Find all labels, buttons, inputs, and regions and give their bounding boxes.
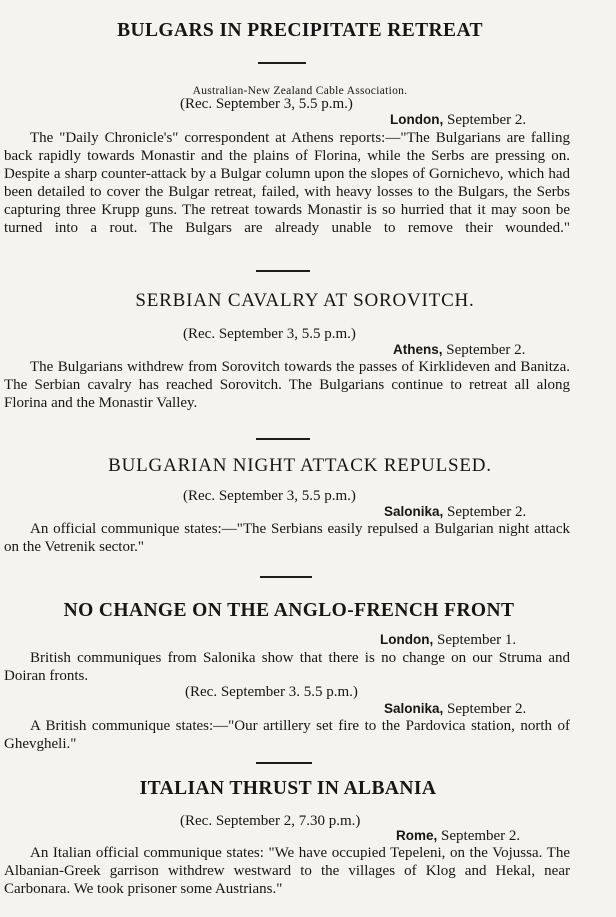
dateline-place: Salonika,	[384, 504, 444, 519]
received-time: (Rec. September 3, 5.5 p.m.)	[183, 488, 356, 504]
received-time: (Rec. September 2, 7.30 p.m.)	[180, 813, 361, 829]
dateline	[380, 632, 516, 649]
dateline-date: September 2.	[447, 504, 527, 520]
section-divider	[256, 438, 310, 440]
dateline	[384, 504, 526, 521]
dateline-place: Rome,	[396, 828, 438, 843]
dateline	[384, 701, 526, 718]
dateline-date: September 1.	[437, 632, 517, 648]
received-time: (Rec. September 3. 5.5 p.m.)	[185, 684, 358, 700]
headline-night-attack: BULGARIAN NIGHT ATTACK REPULSED.	[108, 455, 492, 476]
received-time: (Rec. September 3, 5.5 p.m.)	[183, 326, 356, 342]
cable-credit: Australian-New Zealand Cable Association.	[192, 85, 408, 97]
dateline-date: September 2.	[447, 701, 527, 717]
dateline-place: Salonika,	[384, 701, 444, 716]
dateline-place: London,	[380, 632, 434, 647]
headline-anglo-french: NO CHANGE ON THE ANGLO-FRENCH FRONT	[63, 600, 515, 621]
received-time: (Rec. September 3, 5.5 p.m.)	[180, 96, 353, 112]
article-body-night-attack: An official communique states:—"The Serbians easily repulsed a Bulgarian night attack on the Vetrenik sector."	[4, 521, 570, 555]
dateline-place: Athens,	[393, 342, 443, 357]
dateline-date: September 2.	[447, 112, 527, 128]
dateline	[396, 828, 520, 845]
article-body-cavalry: The Bulgarians withdrew from Sorovitch towards the passes of Kirklideven and Banitza. The Serbian cavalry has reached Sorovitch. The Bulgarians continue to retreat all along Florina and the Monastir Valley.	[4, 359, 570, 411]
section-divider	[256, 270, 310, 272]
headline-bulgars-retreat: BULGARS IN PRECIPITATE RETREAT	[117, 20, 483, 41]
dateline-place: London,	[390, 112, 444, 127]
article-body-bulgars: The "Daily Chronicle's" correspondent at Athens reports:—"The Bulgarians are falling back rapidly towards Monastir and the plains of Florina, while the Serbs are pressing on. Despite a sharp counter-attack by a Bulgar column upon the slopes of Gornichevo, which had been detailed to cover the Bulgar retreat, failed, with heavy losses to the Bulgars, the Serbs capturing three Krupp guns. The retreat towards Monastir is so hurried that it may soon be turned into a rout. The Bulgars are already unable to remove their wounded."	[4, 130, 570, 236]
article-body-pardovica: A British communique states:—"Our artillery set fire to the Pardovica station, north of Ghevgheli."	[4, 718, 570, 752]
article-body-anglo-french: British communiques from Salonika show that there is no change on our Struma and Doiran fronts.	[4, 650, 570, 684]
dateline	[393, 342, 525, 359]
dateline-date: September 2.	[446, 342, 526, 358]
headline-serbian-cavalry: SERBIAN CAVALRY AT SOROVITCH.	[135, 290, 475, 311]
dateline-date: September 2.	[441, 828, 521, 844]
dateline	[390, 112, 526, 129]
article-body-italian: An Italian official communique states: "We have occupied Tepeleni, on the Vojussa. The Albanian-Greek garrison withdrew westward to the villages of Klog and Hekal, near Carbonara. We took prisoner some Austrians."	[4, 845, 570, 897]
section-divider	[256, 762, 312, 764]
headline-italian-thrust: ITALIAN THRUST IN ALBANIA	[139, 778, 437, 799]
headline-rule	[258, 62, 306, 64]
section-divider	[260, 576, 312, 578]
